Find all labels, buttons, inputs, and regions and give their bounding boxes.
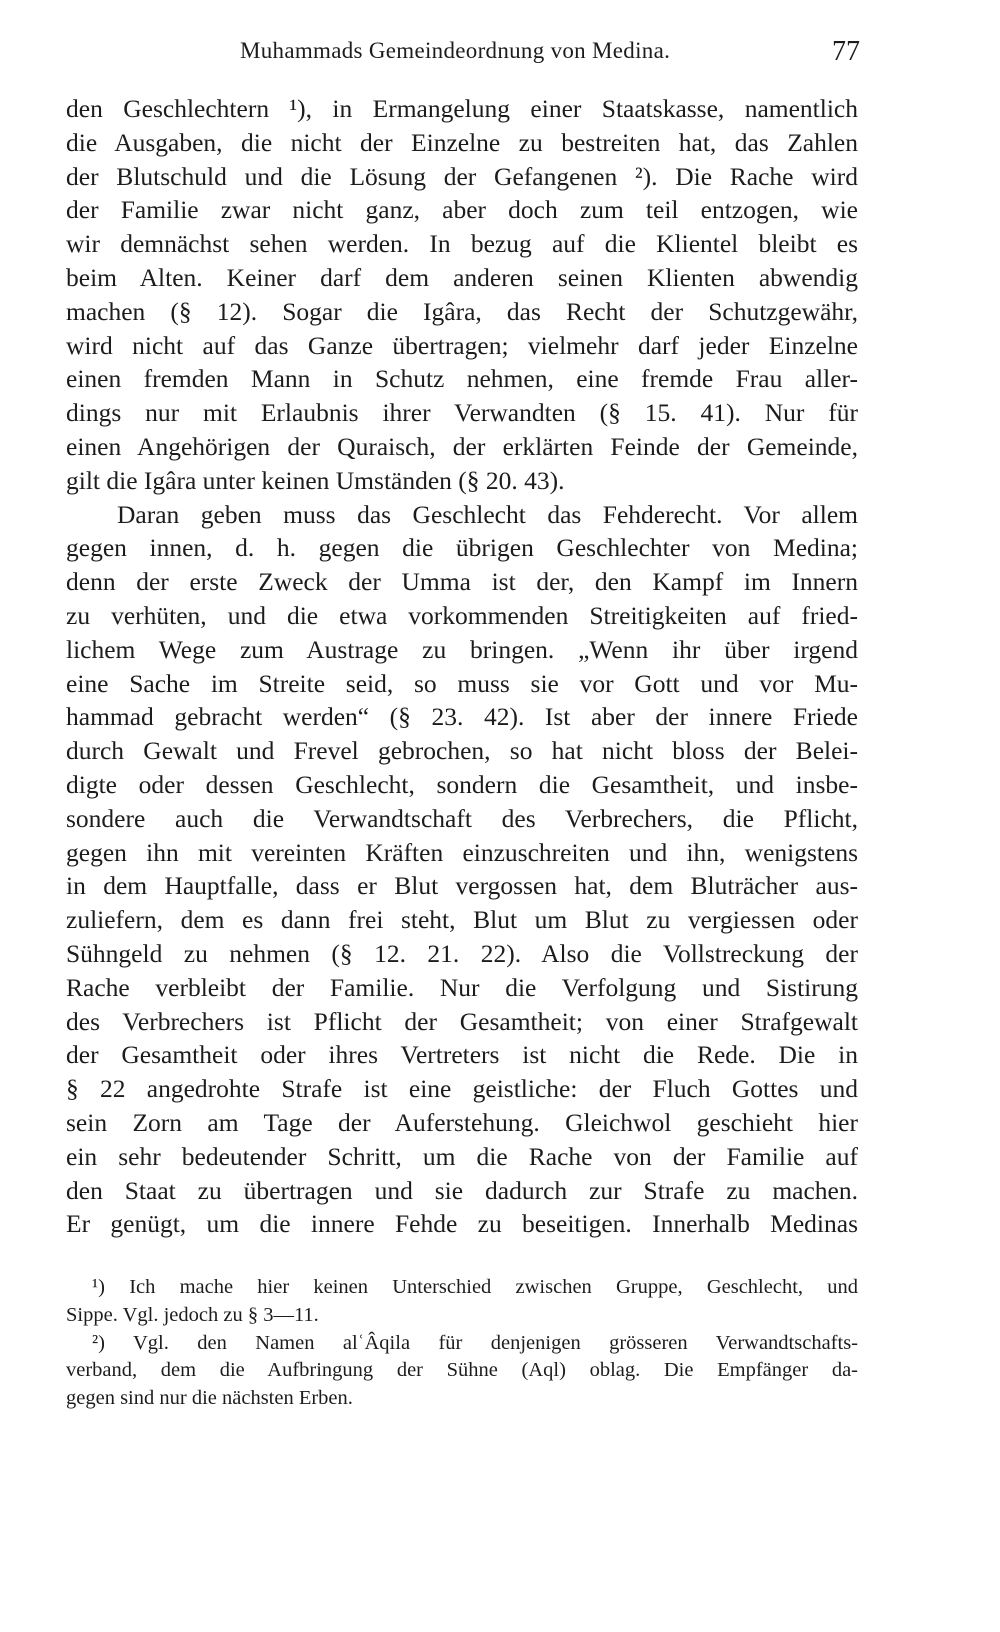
text-line: ein sehr bedeutender Schritt, um die Rache von der Familie auf [66,1141,858,1171]
footnote-1: ¹) Ich mache hier keinen Unterschied zwischen Gruppe, Geschlecht, und [92,1276,858,1298]
text-line: Rache verbleibt der Familie. Nur die Verfolgung und Sistirung [66,972,858,1002]
text-line: hammad gebracht werden“ (§ 23. 42). Ist aber der innere Friede [66,702,858,732]
text-line: die Ausgaben, die nicht der Einzelne zu bestreiten hat, das Zahlen [66,127,858,157]
text-line: Sühngeld zu nehmen (§ 12. 21. 22). Also die Vollstreckung der [66,938,858,968]
text-line: denn der erste Zweck der Umma ist der, den Kampf im Innern [66,567,858,597]
text-line: gilt die Igâra unter keinen Umständen (§ 20. 43). [66,465,565,495]
text-line: der Gesamtheit oder ihres Vertreters ist nicht die Rede. Die in [66,1040,858,1070]
text-line: zu verhüten, und die etwa vorkommenden Streitigkeiten auf fried- [66,600,858,630]
page-header [60,36,860,76]
text-line: wird nicht auf das Ganze übertragen; vielmehr darf jeder Einzelne [66,330,858,360]
text-line: lichem Wege zum Austrage zu bringen. „Wenn ihr über irgend [66,634,858,664]
paragraph-first-line: Daran geben muss das Geschlecht das Fehderecht. Vor allem [117,499,858,529]
footnote-2-cont: gegen sind nur die nächsten Erben. [66,1387,353,1410]
text-line: in dem Hauptfalle, dass er Blut vergossen hat, dem Bluträcher aus- [66,871,858,901]
running-title: Muhammads Gemeindeordnung von Medina. [240,38,671,63]
text-line: digte oder dessen Geschlecht, sondern die Gesamtheit, und insbe- [66,769,858,799]
text-line: machen (§ 12). Sogar die Igâra, das Recht der Schutzgewähr, [66,296,858,326]
footnote-2-cont: verband, dem die Aufbringung der Sühne (Aql) oblag. Die Empfänger da- [66,1359,858,1382]
text-line: Er genügt, um die innere Fehde zu beseitigen. Innerhalb Medinas [66,1209,858,1239]
footnote-1-cont: Sippe. Vgl. jedoch zu § 3—11. [66,1303,319,1326]
text-line: einen fremden Mann in Schutz nehmen, eine fremde Frau aller- [66,364,858,394]
footnotes [66,1274,858,1413]
page-number: 77 [832,36,860,67]
text-line: der Blutschuld und die Lösung der Gefangenen ²). Die Rache wird [66,161,858,191]
text-line: wir demnächst sehen werden. In bezug auf die Klientel bleibt es [66,229,858,259]
main-text [66,92,858,1241]
text-line: des Verbrechers ist Pflicht der Gesamtheit; von einer Strafgewalt [66,1006,858,1036]
text-line: durch Gewalt und Frevel gebrochen, so hat nicht bloss der Belei- [66,736,858,766]
text-line: eine Sache im Streite seid, so muss sie vor Gott und vor Mu- [66,668,858,698]
text-line: den Geschlechtern ¹), in Ermangelung einer Staatskasse, namentlich [66,94,858,123]
text-line: gegen innen, d. h. gegen die übrigen Geschlechter von Medina; [66,533,858,563]
text-line: einen Angehörigen der Quraisch, der erklärten Feinde der Gemeinde, [66,431,858,461]
text-line: § 22 angedrohte Strafe ist eine geistliche: der Fluch Gottes und [66,1074,858,1104]
text-line: zuliefern, dem es dann frei steht, Blut um Blut zu vergiessen oder [66,905,858,935]
text-line: der Familie zwar nicht ganz, aber doch zum teil entzogen, wie [66,195,858,225]
text-line: sein Zorn am Tage der Auferstehung. Gleichwol geschieht hier [66,1107,858,1137]
text-line: gegen ihn mit vereinten Kräften einzuschreiten und ihn, wenigstens [66,837,858,867]
footnote-2: ²) Vgl. den Namen alʿÂqila für denjenigen grösseren Verwandtschafts- [92,1331,858,1354]
text-line: sondere auch die Verwandtschaft des Verbrechers, die Pflicht, [66,803,858,833]
text-line: den Staat zu übertragen und sie dadurch zur Strafe zu machen. [66,1175,858,1205]
text-line: dings nur mit Erlaubnis ihrer Verwandten (§ 15. 41). Nur für [66,398,858,428]
text-line: beim Alten. Keiner darf dem anderen seinen Klienten abwendig [66,262,858,292]
